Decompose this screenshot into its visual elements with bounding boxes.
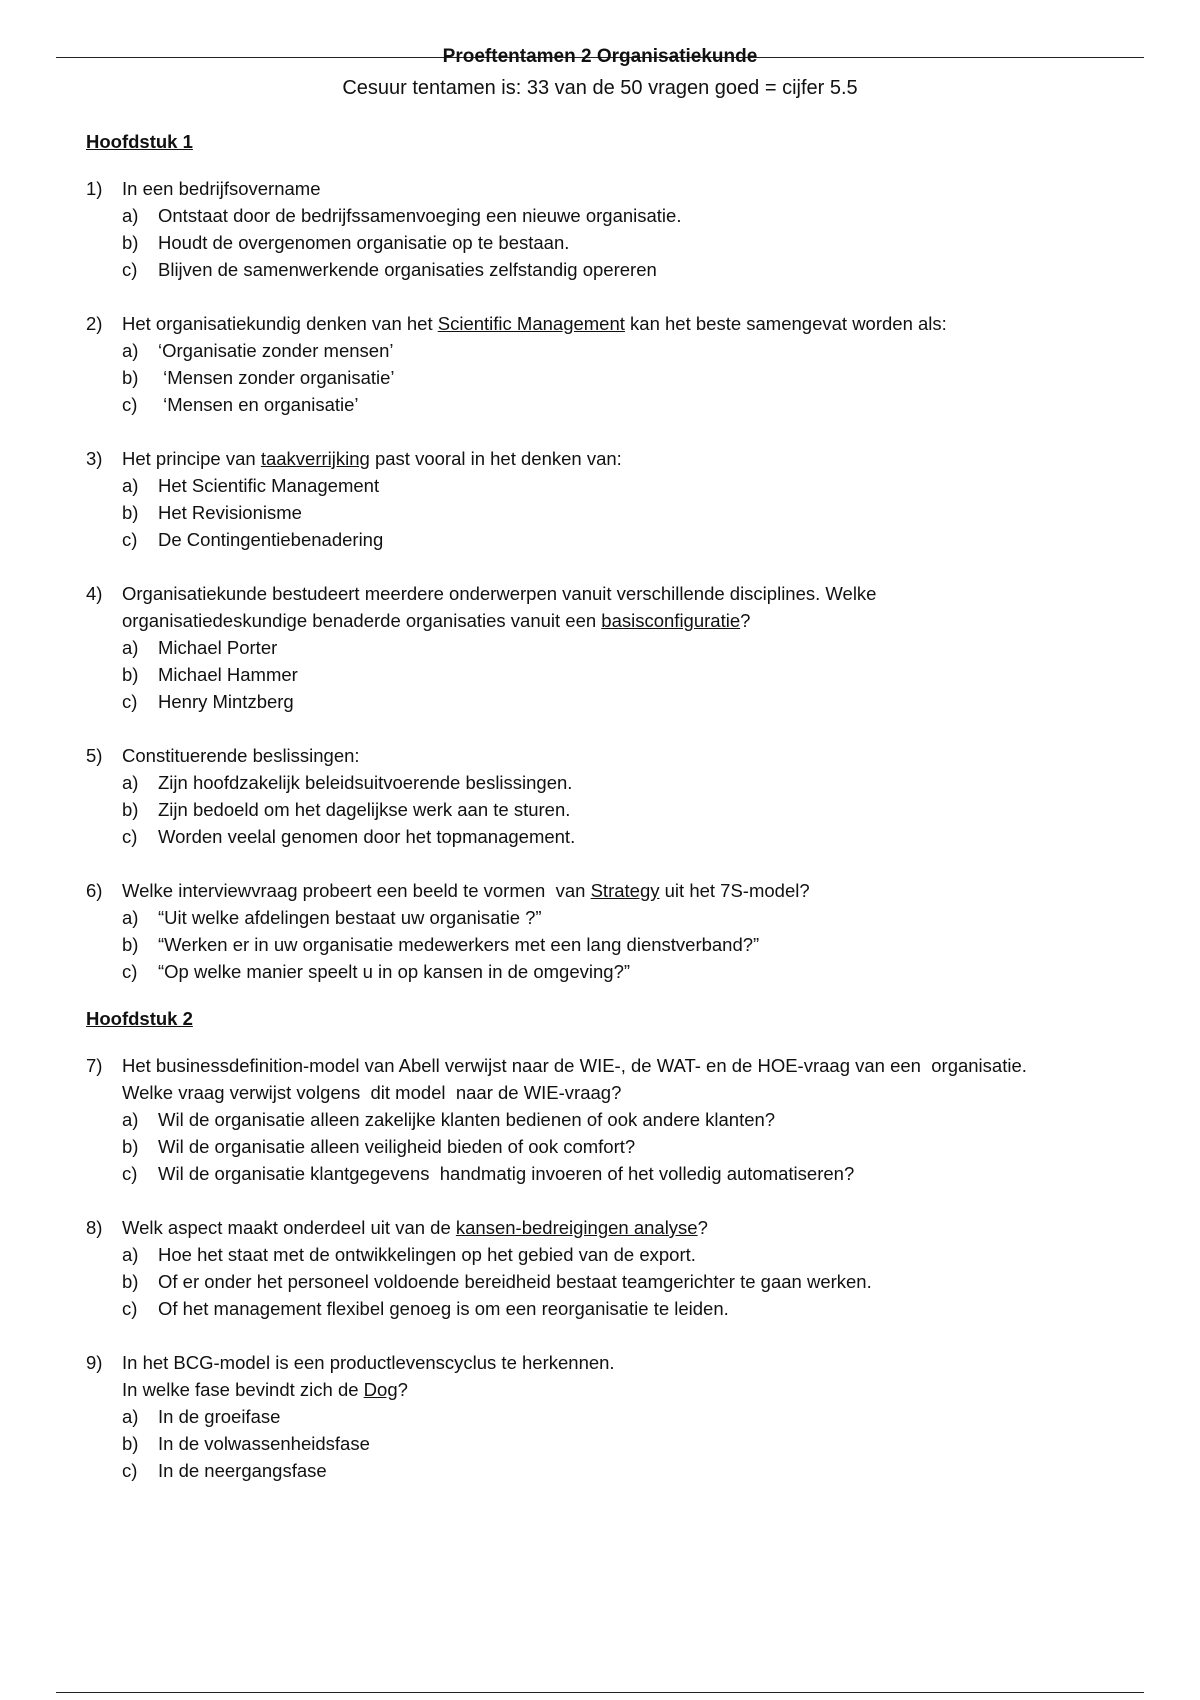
answer-options <box>86 337 1126 418</box>
option-text: De Contingentiebenadering <box>158 529 384 550</box>
question-text: Het businessdefinition-model van Abell verwijst naar de WIE-, de WAT- en de HOE-vraag van een organisatie. <box>122 1055 1027 1076</box>
option-text: Of er onder het personeel voldoende bereidheid bestaat teamgerichter te gaan werken. <box>158 1271 872 1292</box>
answer-options <box>86 202 1126 283</box>
question-text: Constituerende beslissingen: <box>122 745 360 766</box>
option-b: b) Wil de organisatie alleen veiligheid bieden of ook comfort? <box>122 1133 1126 1160</box>
option-text: Hoe het staat met de ontwikkelingen op het gebied van de export. <box>158 1244 696 1265</box>
question-text-continued: In welke fase bevindt zich de Dog? <box>122 1379 408 1400</box>
option-text: Wil de organisatie alleen veiligheid bieden of ook comfort? <box>158 1136 636 1157</box>
question-2 <box>86 310 1126 418</box>
option-c: c) Henry Mintzberg <box>122 688 1126 715</box>
option-a: a) Hoe het staat met de ontwikkelingen op het gebied van de export. <box>122 1241 1126 1268</box>
document-title: Proeftentamen 2 Organisatiekunde <box>442 46 758 67</box>
option-text: Blijven de samenwerkende organisaties zelfstandig opereren <box>158 259 657 280</box>
option-c: c) De Contingentiebenadering <box>122 526 1126 553</box>
underlined-term: Scientific Management <box>437 313 625 334</box>
option-text: Michael Porter <box>158 637 278 658</box>
option-text: “Werken er in uw organisatie medewerkers met een lang dienstverband?” <box>158 934 760 955</box>
question-7 <box>86 1052 1126 1187</box>
question-3 <box>86 445 1126 553</box>
question-text: Het principe van taakverrijking past vooral in het denken van: <box>122 448 622 469</box>
option-b: b) Zijn bedoeld om het dagelijkse werk aan te sturen. <box>122 796 1126 823</box>
option-a: a) “Uit welke afdelingen bestaat uw organisatie ?” <box>122 904 1126 931</box>
exam-body <box>86 128 1126 1511</box>
question-8 <box>86 1214 1126 1322</box>
option-a: a) Zijn hoofdzakelijk beleidsuitvoerende beslissingen. <box>122 769 1126 796</box>
option-text: ‘Organisatie zonder mensen’ <box>158 340 394 361</box>
question-text: Het organisatiekundig denken van het Scientific Management kan het beste samengevat worden als: <box>122 313 947 334</box>
underlined-term: kansen-bedreigingen analyse <box>455 1217 698 1238</box>
option-text: ‘Mensen zonder organisatie’ <box>158 367 395 388</box>
bottom-rule <box>56 1692 1144 1693</box>
underlined-term: taakverrijking <box>260 448 370 469</box>
option-text: In de volwassenheidsfase <box>158 1433 370 1454</box>
question-1 <box>86 175 1126 283</box>
option-c: c) ‘Mensen en organisatie’ <box>122 391 1126 418</box>
answer-options <box>86 1241 1126 1322</box>
underlined-term: basisconfiguratie <box>601 610 741 631</box>
option-text: “Op welke manier speelt u in op kansen in de omgeving?” <box>158 961 631 982</box>
question-number: 8) <box>86 1217 103 1238</box>
option-text: Of het management flexibel genoeg is om een reorganisatie te leiden. <box>158 1298 729 1319</box>
answer-options <box>86 472 1126 553</box>
option-text: Michael Hammer <box>158 664 298 685</box>
question-5 <box>86 742 1126 850</box>
option-text: Zijn bedoeld om het dagelijkse werk aan te sturen. <box>158 799 571 820</box>
option-text: Zijn hoofdzakelijk beleidsuitvoerende beslissingen. <box>158 772 573 793</box>
option-c: c) Worden veelal genomen door het topmanagement. <box>122 823 1126 850</box>
option-a: a) Ontstaat door de bedrijfssamenvoeging een nieuwe organisatie. <box>122 202 1126 229</box>
option-c: c) Blijven de samenwerkende organisaties zelfstandig opereren <box>122 256 1126 283</box>
option-text: Het Scientific Management <box>158 475 380 496</box>
option-text: Wil de organisatie alleen zakelijke klanten bedienen of ook andere klanten? <box>158 1109 776 1130</box>
answer-options <box>86 1403 1126 1484</box>
option-c: c) “Op welke manier speelt u in op kansen in de omgeving?” <box>122 958 1126 985</box>
underlined-term: Dog <box>363 1379 398 1400</box>
option-text: “Uit welke afdelingen bestaat uw organisatie ?” <box>158 907 542 928</box>
chapter-2-heading: Hoofdstuk 2 <box>86 1008 193 1029</box>
option-a: a) Het Scientific Management <box>122 472 1126 499</box>
option-text: Henry Mintzberg <box>158 691 294 712</box>
answer-options <box>86 904 1126 985</box>
question-number: 2) <box>86 313 103 334</box>
question-number: 6) <box>86 880 103 901</box>
answer-options <box>86 769 1126 850</box>
option-a: a) Wil de organisatie alleen zakelijke klanten bedienen of ook andere klanten? <box>122 1106 1126 1133</box>
question-text: Welke interviewvraag probeert een beeld te vormen van Strategy uit het 7S-model? <box>122 880 810 901</box>
option-b: b) ‘Mensen zonder organisatie’ <box>122 364 1126 391</box>
question-text: In een bedrijfsovername <box>122 178 321 199</box>
question-text-continued: Welke vraag verwijst volgens dit model naar de WIE-vraag? <box>122 1082 622 1103</box>
option-c: c) Wil de organisatie klantgegevens handmatig invoeren of het volledig automatiseren? <box>122 1160 1126 1187</box>
question-number: 9) <box>86 1352 103 1373</box>
option-text: Het Revisionisme <box>158 502 302 523</box>
option-text: Houdt de overgenomen organisatie op te bestaan. <box>158 232 570 253</box>
option-text: In de groeifase <box>158 1406 281 1427</box>
option-b: b) Michael Hammer <box>122 661 1126 688</box>
question-number: 3) <box>86 448 103 469</box>
option-text: In de neergangsfase <box>158 1460 327 1481</box>
question-text: In het BCG-model is een productlevenscyclus te herkennen. <box>122 1352 615 1373</box>
option-b: b) Het Revisionisme <box>122 499 1126 526</box>
option-c: c) In de neergangsfase <box>122 1457 1126 1484</box>
option-b: b) Of er onder het personeel voldoende bereidheid bestaat teamgerichter te gaan werken. <box>122 1268 1126 1295</box>
question-4 <box>86 580 1126 715</box>
option-b: b) In de volwassenheidsfase <box>122 1430 1126 1457</box>
question-6 <box>86 877 1126 985</box>
answer-options <box>86 1106 1126 1187</box>
option-text: Ontstaat door de bedrijfssamenvoeging een nieuwe organisatie. <box>158 205 682 226</box>
option-text: Worden veelal genomen door het topmanagement. <box>158 826 576 847</box>
option-b: b) “Werken er in uw organisatie medewerkers met een lang dienstverband?” <box>122 931 1126 958</box>
option-a: a) ‘Organisatie zonder mensen’ <box>122 337 1126 364</box>
question-text: Organisatiekunde bestudeert meerdere onderwerpen vanuit verschillende disciplines. Welke <box>122 583 877 604</box>
option-a: a) Michael Porter <box>122 634 1126 661</box>
option-b: b) Houdt de overgenomen organisatie op te bestaan. <box>122 229 1126 256</box>
chapter-1-heading: Hoofdstuk 1 <box>86 131 193 152</box>
question-number: 4) <box>86 583 103 604</box>
question-text-continued: organisatiedeskundige benaderde organisaties vanuit een basisconfiguratie? <box>122 610 751 631</box>
option-a: a) In de groeifase <box>122 1403 1126 1430</box>
question-number: 7) <box>86 1055 103 1076</box>
underlined-term: Strategy <box>590 880 660 901</box>
option-text: Wil de organisatie klantgegevens handmatig invoeren of het volledig automatiseren? <box>158 1163 855 1184</box>
option-c: c) Of het management flexibel genoeg is om een reorganisatie te leiden. <box>122 1295 1126 1322</box>
cesuur-line: Cesuur tentamen is: 33 van de 50 vragen goed = cijfer 5.5 <box>342 77 858 99</box>
option-text: ‘Mensen en organisatie’ <box>158 394 359 415</box>
question-9 <box>86 1349 1126 1484</box>
question-number: 5) <box>86 745 103 766</box>
answer-options <box>86 634 1126 715</box>
question-number: 1) <box>86 178 103 199</box>
question-text: Welk aspect maakt onderdeel uit van de kansen-bedreigingen analyse? <box>122 1217 708 1238</box>
